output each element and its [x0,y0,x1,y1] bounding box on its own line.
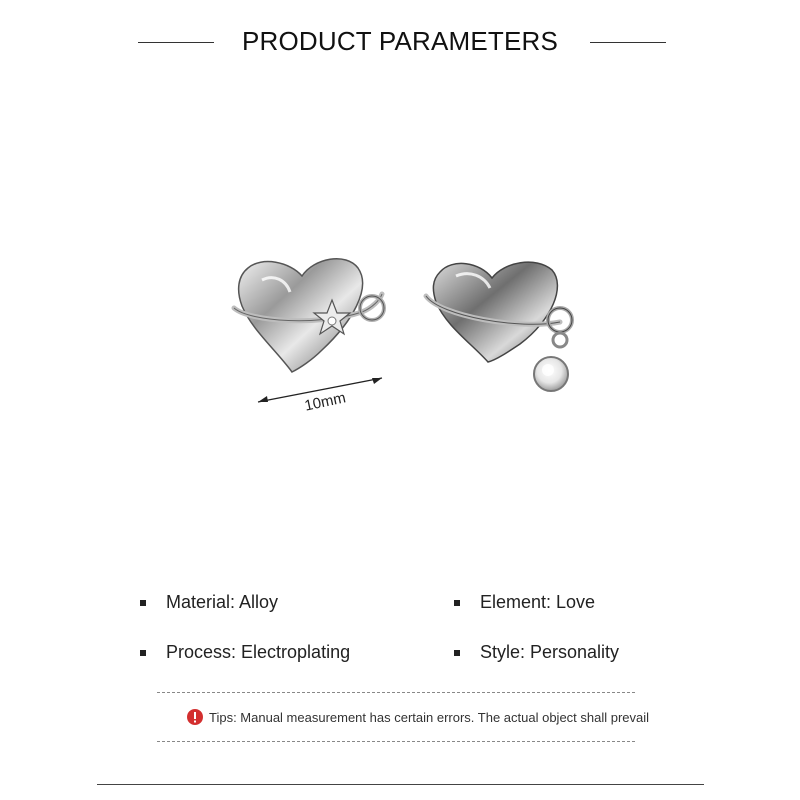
param-style [454,642,619,663]
param-label: Material: Alloy [166,592,279,612]
param-material [140,592,278,613]
tip-note [186,708,649,726]
tip-text: Tips: Manual measurement has certain errors. The actual object shall prevail [209,709,650,725]
param-label: Process: Electroplating [166,642,351,662]
tip-divider-bottom [157,741,635,742]
bullet-icon [140,650,146,656]
measurement-label: 10mm [303,389,348,415]
footer-divider [97,784,704,785]
tip-divider-top [157,692,635,693]
page-title: PRODUCT PARAMETERS [241,26,559,56]
left-earring [234,259,384,372]
bullet-icon [454,600,460,606]
param-process [140,642,350,663]
param-label: Element: Love [480,592,596,612]
param-label: Style: Personality [480,642,620,662]
bullet-icon [140,600,146,606]
right-earring [426,262,572,391]
bullet-icon [454,650,460,656]
param-element [454,592,595,613]
warning-icon [186,708,204,726]
